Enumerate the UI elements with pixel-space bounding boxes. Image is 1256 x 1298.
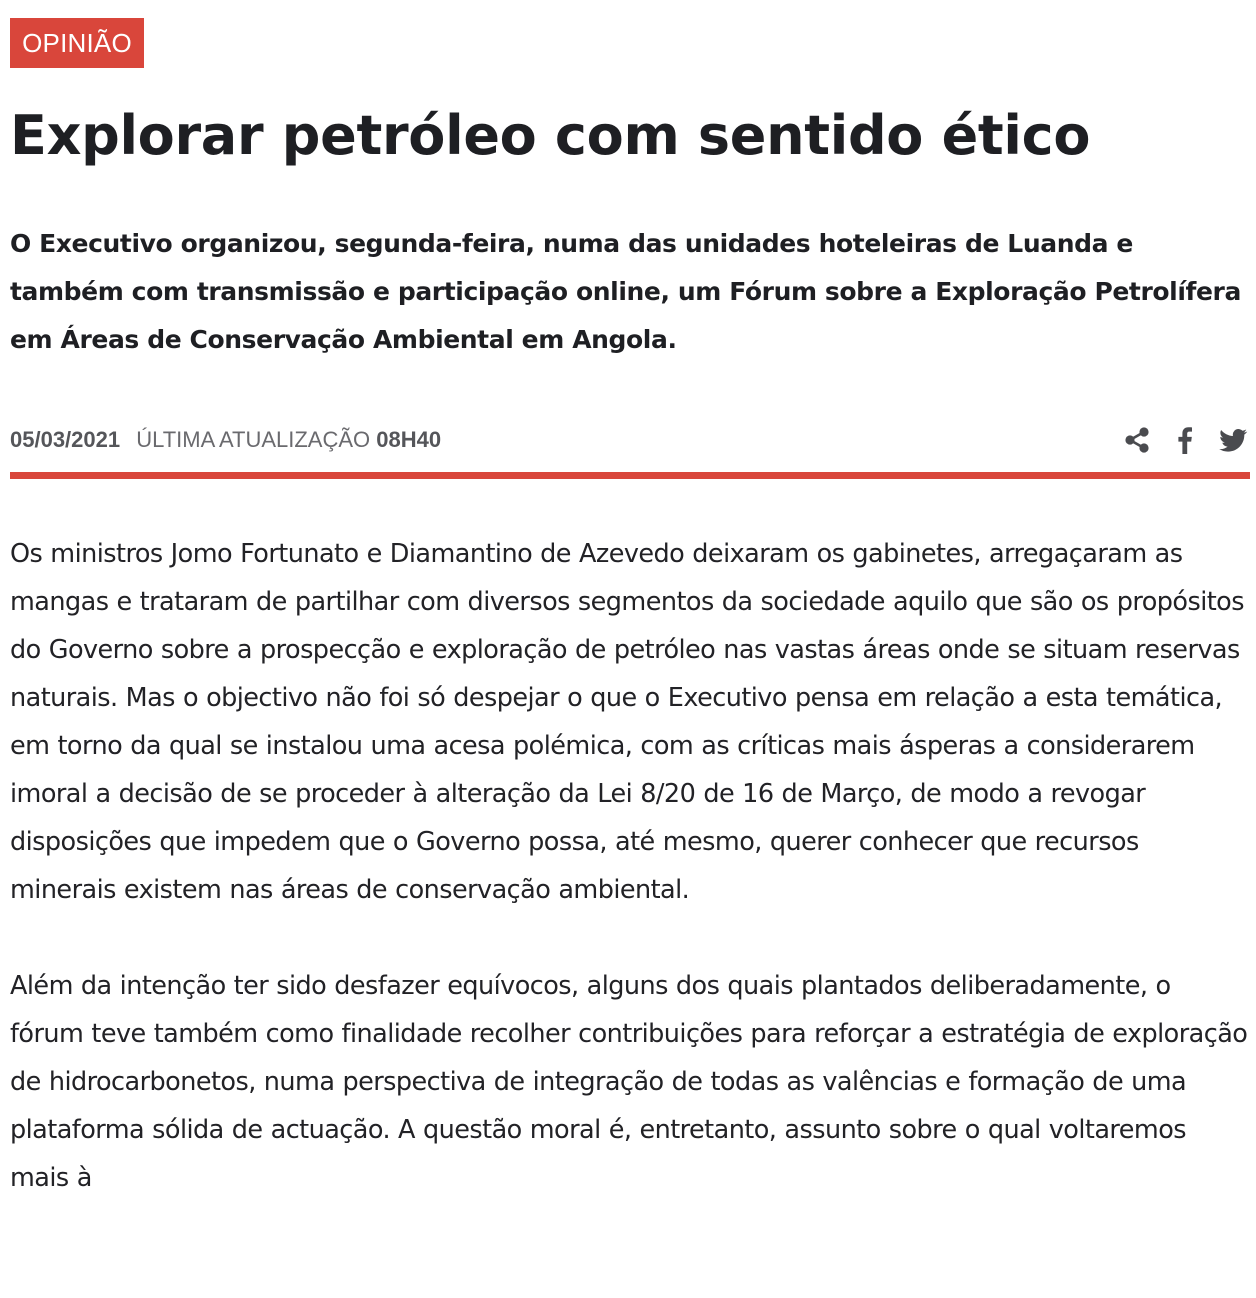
article-lead: O Executivo organizou, segunda-feira, numa das unidades hoteleiras de Luanda e também com transmissão e participação online, um Fórum sobre a Exploração Petrolífera em Áreas de Conservação Ambiental em Angola. (10, 229, 1241, 354)
last-updated-time: 08H40 (376, 427, 442, 452)
article-body (10, 530, 1250, 1250)
category-badge[interactable]: OPINIÃO (10, 18, 144, 68)
twitter-icon-graphic (1216, 423, 1250, 457)
social-share-bar (1106, 420, 1250, 460)
facebook-icon[interactable] (1168, 423, 1202, 457)
article-title: Explorar petróleo com sentido ético (10, 104, 1091, 167)
last-updated-label: ÚLTIMA ATUALIZAÇÃO (136, 427, 371, 452)
twitter-icon[interactable] (1216, 423, 1250, 457)
article-paragraph: Além da intenção ter sido desfazer equívocos, alguns dos quais plantados deliberadamente, o fórum teve também como finalidade recolher contribuições para reforçar a estratégia de exploração de hidrocarbonetos, numa perspectiva de integração de todas as valências e formação de uma plataforma sólida de actuação. A questão moral é, entretanto, assunto sobre o qual voltaremos mais à (10, 971, 1248, 1193)
share-icon[interactable] (1120, 423, 1154, 457)
share-icon-graphic (1120, 423, 1154, 457)
article-paragraph: Os ministros Jomo Fortunato e Diamantino de Azevedo deixaram os gabinetes, arregaçaram as mangas e trataram de partilhar com diversos segmentos da sociedade aquilo que são os propósitos do Governo sobre a prospecção e exploração de petróleo nas vastas áreas onde se situam reservas naturais. Mas o objectivo não foi só despejar o que o Executivo pensa em relação a esta temática, em torno da qual se instalou uma acesa polémica, com as críticas mais ásperas a considerarem imoral a decisão de se proceder à alteração da Lei 8/20 de 16 de Março, de modo a revogar disposições que impedem que o Governo possa, até mesmo, querer conhecer que recursos minerais existem nas áreas de conservação ambiental. (10, 539, 1244, 905)
article-meta (10, 420, 1250, 460)
facebook-icon-graphic (1168, 423, 1202, 457)
publish-date: 05/03/2021 (10, 427, 121, 452)
header-divider (10, 472, 1250, 479)
